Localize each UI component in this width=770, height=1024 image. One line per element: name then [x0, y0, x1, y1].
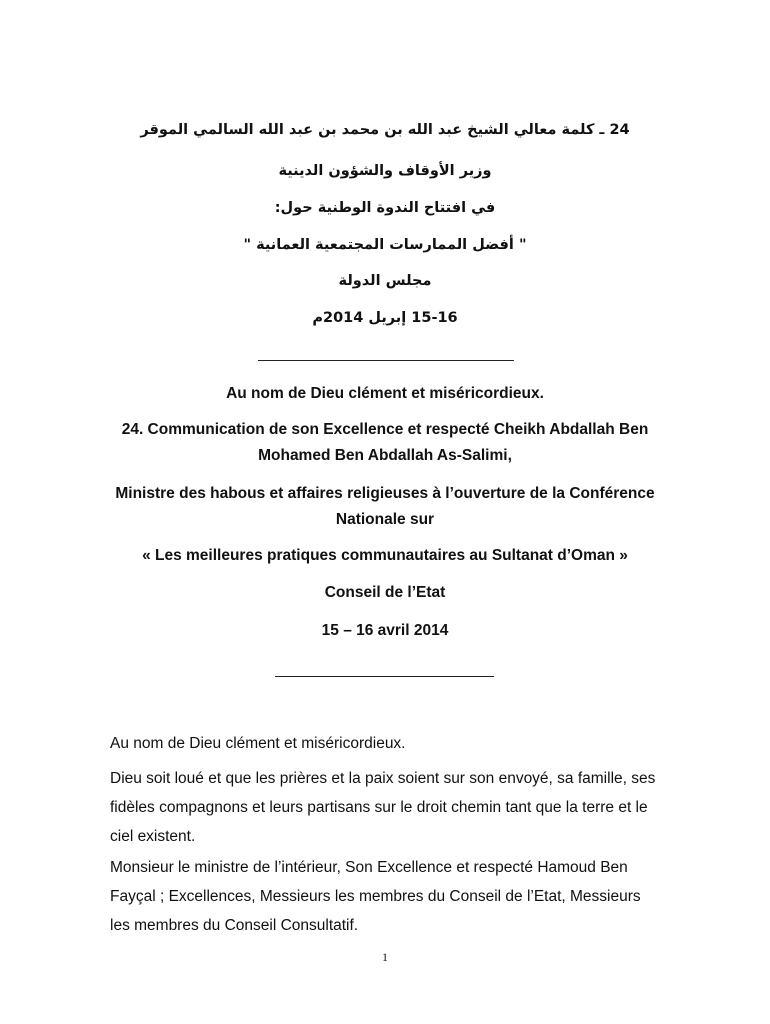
paragraph-salutation [110, 853, 660, 940]
arabic-date: 15-16 إبريل 2014م [312, 310, 458, 326]
paragraph-line: Monsieur le ministre de l’intérieur, Son Excellence et respecté Hamoud Ben [110, 859, 628, 876]
french-minister-line-1: Ministre des habous et affaires religieuses à l’ouverture de la Conférence [115, 485, 655, 502]
paragraph-line: Fayçal ; Excellences, Messieurs les membres du Conseil de l’Etat, Messieurs [110, 888, 641, 905]
separator-rule [258, 360, 514, 361]
arabic-venue: مجلس الدولة [338, 273, 432, 289]
arabic-minister: وزير الأوقاف والشؤون الدينية [278, 163, 492, 179]
separator-rule [275, 676, 494, 677]
page-number: 1 [382, 950, 388, 964]
paragraph-line: Dieu soit loué et que les prières et la paix soient sur son envoyé, sa famille, ses [110, 770, 656, 787]
arabic-theme: " أفضل الممارسات المجتمعية العمانية " [243, 237, 527, 253]
french-theme: « Les meilleures pratiques communautaires au Sultanat d’Oman » [142, 547, 628, 564]
arabic-opening: في افتتاح الندوة الوطنية حول: [274, 200, 496, 216]
french-minister-line-2: Nationale sur [335, 511, 435, 528]
paragraph-invocation: Au nom de Dieu clément et miséricordieux. [110, 735, 406, 752]
french-venue: Conseil de l’Etat [324, 584, 446, 601]
french-title-line-1: 24. Communication de son Excellence et respecté Cheikh Abdallah Ben [121, 421, 649, 438]
paragraph-line: ciel existent. [110, 828, 196, 845]
paragraph-line: les membres du Conseil Consultatif. [110, 917, 359, 934]
paragraph-line: fidèles compagnons et leurs partisans sur le droit chemin tant que la terre et le [110, 799, 648, 816]
arabic-title: 24 ـ كلمة معالي الشيخ عبد الله بن محمد بن عبد الله السالمي الموقر [140, 122, 630, 138]
french-title-line-2: Mohamed Ben Abdallah As-Salimi, [258, 447, 512, 464]
paragraph-praise [110, 764, 660, 851]
french-date: 15 – 16 avril 2014 [321, 622, 449, 639]
french-invocation: Au nom de Dieu clément et miséricordieux. [226, 385, 544, 402]
